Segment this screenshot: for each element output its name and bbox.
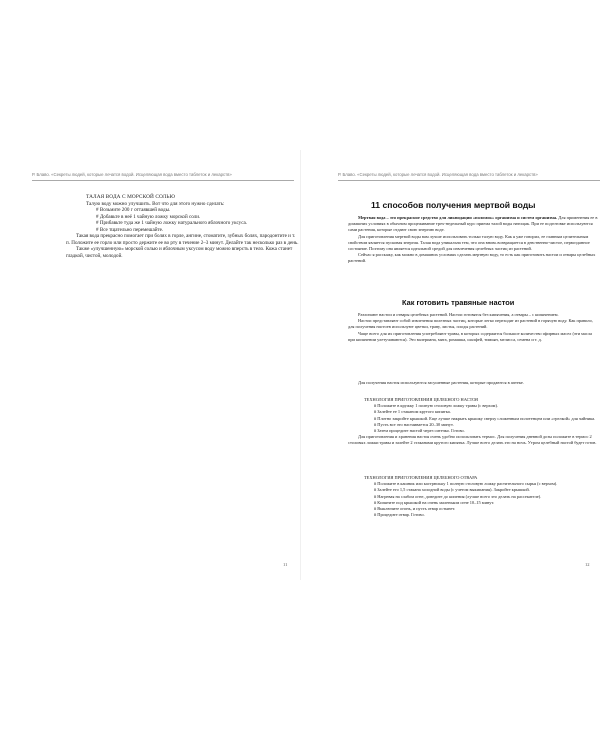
left-item-3: # Прибавьте туда же 1 чайную ложку натурального яблочного уксуса. (96, 220, 248, 227)
tech1-item-1: # Положите в кружку 1 полную столовую ложку травы (с верхом). (374, 403, 499, 409)
right-intro-block (348, 215, 598, 265)
tech2-item-6: # Процедите отвар. Готово. (374, 512, 425, 518)
tech1-para: Для приготовления и хранения настоя очень удобно использовать термос. Для получения дневной дозы положите в термос 2 столовых ложки травы и залейте 2 стаканами крутого кипятка. Лучше всего делать это на ночь. Утром целебный настой будет готов. (348, 434, 597, 446)
running-head-left: Р. Блаво. «Секреты людей, которые лечатся водой. Исцеляющая вода вместо таблеток и лекарств» (32, 172, 232, 177)
tech2-item-4: # Кипятите под крышкой на очень маленьком огне 10–15 минут. (374, 499, 495, 505)
left-page-body (86, 194, 300, 234)
running-head-right: Р. Блаво. «Секреты людей, которые лечатся водой. Исцеляющая вода вместо таблеток и лекарств» (338, 172, 538, 177)
chapter-title: 11 способов получения мертвой воды (371, 200, 536, 210)
section-subtitle: Как готовить травяные настои (402, 298, 515, 307)
right-p3: Сейчас я расскажу, как можно в домашних условиях сделать мертвую воду, то есть как приготовить настои и отвары целебных растений. (348, 252, 596, 264)
tech2-block (348, 475, 598, 518)
tech1-item-2: # Залейте ее 1 стаканом крутого кипятка. (374, 409, 451, 415)
tech1-item-5: # Затем процедите настой через ситечко. Готово. (374, 428, 465, 434)
gutter-shadow (300, 150, 301, 580)
folio-left: 11 (283, 562, 288, 567)
right-p4: Различают настои и отвары целебных растений. Настои готовятся без кипячения, а отвары – с кипячением. (358, 312, 559, 317)
left-paragraphs (66, 233, 300, 259)
tech1-item-4: # Пусть все это настаивается 20–30 минут. (374, 421, 454, 427)
tech2-item-2: # Залейте его 1,5 стакана холодной воды (с учетом выкипания). Закройте крышкой. (374, 487, 530, 493)
right-p6: Чаще всего для их приготовления употребляют травы, в которых содержится большое количество эфирных масел (эти масла при кипячении улетучиваются). Это валериана, мята, ромашка, шалфей, тимьян, мелисса, семена и т. д. (348, 330, 592, 342)
right-p7-block (348, 380, 598, 386)
tech2-item-5: # Выключите огонь, и пусть отвар остынет. (374, 506, 456, 512)
tech1-title: ТЕХНОЛОГИЯ ПРИГОТОВЛЕНИЯ ЦЕЛЕБНОГО НАСТОЯ (364, 397, 478, 402)
right-infusion-block (348, 312, 598, 343)
right-p1-rest: Для применения ее в домашних условиях в обычном процеживание трех-недельный курс приема талой воды натощак. При ее подготовке используются сами растения, которые отдают свою энергию воде. (348, 215, 598, 233)
left-item-1: # Возьмите 200 г оттаявшей воды. (96, 207, 171, 214)
tech1-block (348, 397, 598, 447)
right-p7: Для получения настоя используются засушенные растения, которые продаются в аптеке. (358, 380, 524, 385)
left-item-4: # Все тщательно перемешайте. (96, 226, 164, 233)
left-section-title: ТАЛАЯ ВОДА С МОРСКОЙ СОЛЬЮ (86, 194, 176, 200)
left-item-2: # Добавьте в неё 1 чайную ложку морской соли. (96, 213, 201, 220)
left-intro: Талую воду можно улучшить. Вот что для этого нужно сделать: (86, 200, 225, 207)
tech2-item-1: # Положите в кашник или кастрюльку 1 полную столовую ложку растительного сырья (с верхом). (374, 481, 558, 487)
left-para-2: Также «улучшенную» морской солью и яблочным уксусом воду можно вперсть в тело. Кожа станет гладкой, чистой, молодой. (66, 246, 293, 259)
header-rule-left (32, 180, 294, 181)
right-p1-bold: Мертвая вода – это прекрасное средство для ликвидации «поломок» организма и систем организма. (358, 215, 558, 220)
left-para-1: Такая вода прекрасно помогает при болях в горле, ангине, стоматите, зубных болях, пародонтите и т. п. Положите ее горло или просто держите ее во рту в течение 2–3 минут. Делайте так несколько раз в день. (66, 233, 299, 246)
tech2-item-3: # Нагревая на слабом огне, доведите до кипения (лучше всего это делать на рассекателе). (374, 493, 542, 499)
header-rule-right (338, 180, 600, 181)
tech2-title: ТЕХНОЛОГИЯ ПРИГОТОВЛЕНИЯ ЦЕЛЕБНОГО ОТВАРА (364, 475, 478, 480)
folio-right: 12 (585, 562, 590, 567)
right-p5: Настои представляют собой извлечения полезных частиц, которые легко переходят из растений в горячую воду. Как правило, для получения настоев используют цветки, траву, листья, плоды растений. (348, 318, 593, 330)
right-p2: Для приготовления мертвой воды вам лучше использовать только талую воду. Как я уже говорил, ее главным целительным свойством является пусковая энергия. Талая вода уникальна тем, что она вновь возвращается в девственно-чистое, первозданное состояние. Поэтому она является идеальной средой для извлечения целебных частиц из растений. (348, 233, 590, 252)
tech1-item-3: # Плотно закройте крышкой. Еще лучше накрыть крышку сверху сложенным полотенцем или «грелкой» для чайника. (374, 415, 596, 421)
